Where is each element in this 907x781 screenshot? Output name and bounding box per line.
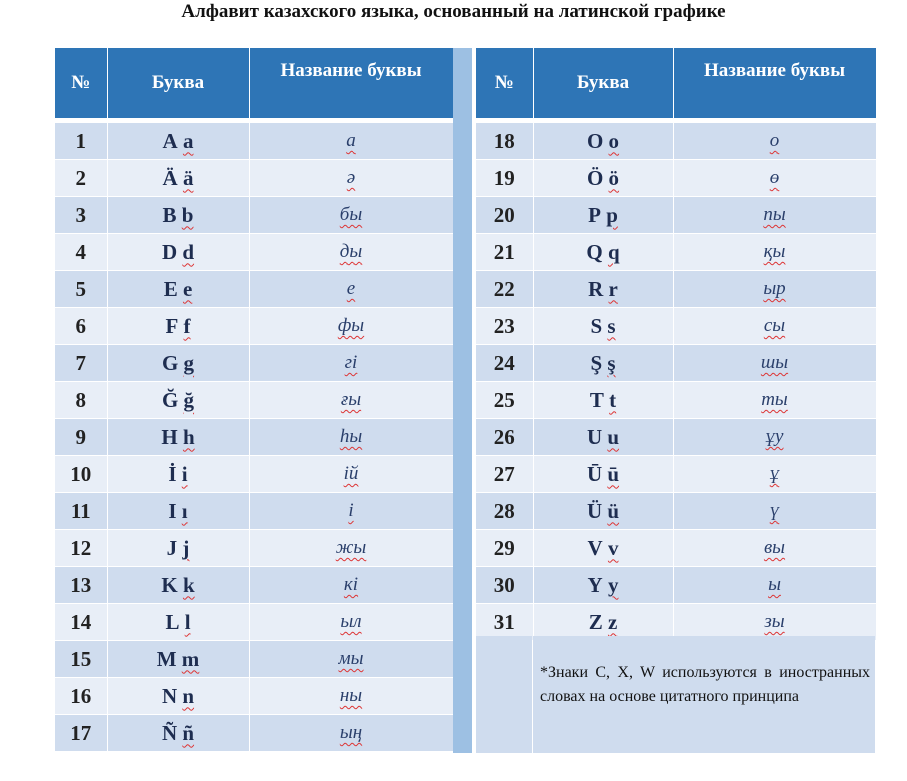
letter-number: 5 xyxy=(55,271,107,308)
table-row xyxy=(55,234,453,271)
letter-name-cell xyxy=(249,234,453,271)
letter-number: 15 xyxy=(55,641,107,678)
letter-cell xyxy=(107,604,249,641)
letter-name-cell xyxy=(249,123,453,160)
letter-cell xyxy=(533,382,673,419)
table-row xyxy=(55,715,453,752)
letter-number: 9 xyxy=(55,419,107,456)
lowercase-letter: o xyxy=(608,128,620,153)
letter-cell xyxy=(107,382,249,419)
lowercase-letter: p xyxy=(606,202,618,227)
letter-name: зы xyxy=(764,611,785,632)
uppercase-letter: N xyxy=(161,683,178,708)
table-row xyxy=(55,604,453,641)
uppercase-letter: K xyxy=(161,572,178,597)
uppercase-letter: Ñ xyxy=(161,720,178,745)
letter-name: фы xyxy=(337,315,365,336)
letter-name: ү xyxy=(769,500,780,521)
letter-name-cell xyxy=(249,715,453,752)
uppercase-letter: Ö xyxy=(586,165,604,190)
lowercase-letter: ü xyxy=(607,498,620,523)
letter-name-cell xyxy=(673,382,876,419)
uppercase-letter: H xyxy=(161,424,178,449)
letter-number: 13 xyxy=(55,567,107,604)
letter-number: 29 xyxy=(476,530,533,567)
letter-name: пы xyxy=(763,204,786,225)
letter-cell xyxy=(107,308,249,345)
uppercase-letter: Z xyxy=(588,609,603,634)
letter-number: 8 xyxy=(55,382,107,419)
letter-cell xyxy=(533,345,673,382)
table-row xyxy=(476,160,876,197)
letter-name: ій xyxy=(343,463,359,484)
letter-number: 30 xyxy=(476,567,533,604)
letter-cell xyxy=(533,123,673,160)
lowercase-letter: i xyxy=(181,461,188,486)
letter-cell xyxy=(533,419,673,456)
letter-cell xyxy=(533,456,673,493)
letter-name-cell xyxy=(249,604,453,641)
letter-number: 2 xyxy=(55,160,107,197)
lowercase-letter: g xyxy=(183,350,195,375)
letter-cell xyxy=(107,715,249,752)
uppercase-letter: E xyxy=(163,276,178,301)
uppercase-letter: Ū xyxy=(586,461,603,486)
letter-name-cell xyxy=(249,419,453,456)
letter-name: е xyxy=(346,278,356,299)
table-row xyxy=(55,456,453,493)
table-row xyxy=(476,345,876,382)
lowercase-letter: ı xyxy=(181,498,188,523)
letter-name-cell xyxy=(673,308,876,345)
letter-name-cell xyxy=(249,456,453,493)
page-title: Алфавит казахского языка, основанный на латинской графике xyxy=(181,1,726,22)
letter-name-cell xyxy=(673,234,876,271)
letter-number: 10 xyxy=(55,456,107,493)
note-spacer xyxy=(476,636,532,753)
letter-cell xyxy=(533,604,673,641)
table-row xyxy=(476,530,876,567)
letter-number: 7 xyxy=(55,345,107,382)
letter-cell xyxy=(107,641,249,678)
lowercase-letter: v xyxy=(607,535,619,560)
table-divider xyxy=(453,48,472,753)
letter-cell xyxy=(107,493,249,530)
table-row xyxy=(476,419,876,456)
uppercase-letter: V xyxy=(587,535,603,560)
letter-name-cell xyxy=(673,123,876,160)
letter-number: 1 xyxy=(55,123,107,160)
letter-name: сы xyxy=(763,315,786,336)
table-row xyxy=(476,382,876,419)
letter-cell xyxy=(107,123,249,160)
letter-name: ты xyxy=(761,389,788,410)
letter-number: 12 xyxy=(55,530,107,567)
letter-cell xyxy=(107,530,249,567)
table-row xyxy=(55,530,453,567)
letter-name: қы xyxy=(763,241,786,262)
uppercase-letter: D xyxy=(161,239,178,264)
lowercase-letter: l xyxy=(184,609,191,634)
table-row xyxy=(55,382,453,419)
letter-number: 19 xyxy=(476,160,533,197)
letter-cell xyxy=(533,160,673,197)
letter-name: ың xyxy=(339,722,363,743)
letter-name-cell xyxy=(673,530,876,567)
header-letter: Буква xyxy=(107,48,249,118)
uppercase-letter: A xyxy=(162,128,178,153)
letter-name-cell xyxy=(673,271,876,308)
letter-name: кі xyxy=(343,574,359,595)
letter-name-cell xyxy=(249,493,453,530)
uppercase-letter: U xyxy=(586,424,603,449)
lowercase-letter: z xyxy=(607,609,618,634)
letter-name-cell xyxy=(249,530,453,567)
letter-name: вы xyxy=(763,537,786,558)
lowercase-letter: h xyxy=(182,424,195,449)
letter-cell xyxy=(107,234,249,271)
uppercase-letter: S xyxy=(590,313,603,338)
table-row xyxy=(55,345,453,382)
letter-name: а xyxy=(346,130,356,151)
lowercase-letter: ñ xyxy=(182,720,195,745)
letter-name-cell xyxy=(249,641,453,678)
letter-number: 25 xyxy=(476,382,533,419)
letter-cell xyxy=(107,567,249,604)
uppercase-letter: M xyxy=(156,646,177,671)
uppercase-letter: I xyxy=(168,498,177,523)
lowercase-letter: u xyxy=(607,424,620,449)
letter-cell xyxy=(533,271,673,308)
letter-number: 3 xyxy=(55,197,107,234)
table-row xyxy=(55,493,453,530)
uppercase-letter: R xyxy=(588,276,604,301)
table-row xyxy=(476,123,876,160)
table-row xyxy=(55,641,453,678)
letter-name-cell xyxy=(673,493,876,530)
table-row xyxy=(55,160,453,197)
letter-cell xyxy=(107,419,249,456)
letter-name: о xyxy=(769,130,780,151)
letter-name-cell xyxy=(673,419,876,456)
letter-number: 28 xyxy=(476,493,533,530)
letter-number: 14 xyxy=(55,604,107,641)
header-number: № xyxy=(55,48,107,118)
lowercase-letter: a xyxy=(182,128,194,153)
letter-name: ыл xyxy=(340,611,362,632)
lowercase-letter: b xyxy=(181,202,194,227)
letter-name-cell xyxy=(673,345,876,382)
uppercase-letter: Ş xyxy=(590,350,603,375)
letter-number: 18 xyxy=(476,123,533,160)
letter-name: гі xyxy=(344,352,358,373)
letter-name-cell xyxy=(673,456,876,493)
letter-name: ә xyxy=(346,167,356,188)
lowercase-letter: m xyxy=(181,646,200,671)
letter-number: 6 xyxy=(55,308,107,345)
table-row xyxy=(476,604,876,641)
letter-name-cell xyxy=(249,567,453,604)
letter-name: ғы xyxy=(340,389,362,410)
header-name: Название буквы xyxy=(673,48,876,118)
letter-name: ы xyxy=(768,574,781,595)
letter-cell xyxy=(107,197,249,234)
table-row xyxy=(55,308,453,345)
letter-cell xyxy=(533,567,673,604)
letter-cell xyxy=(107,456,249,493)
letter-name: ны xyxy=(339,685,363,706)
letter-cell xyxy=(533,493,673,530)
letter-name: бы xyxy=(339,204,363,225)
letter-name-cell xyxy=(249,308,453,345)
lowercase-letter: q xyxy=(607,239,620,264)
letter-name: ыр xyxy=(763,278,786,299)
lowercase-letter: ö xyxy=(608,165,620,190)
header-letter: Буква xyxy=(533,48,673,118)
letter-cell xyxy=(107,271,249,308)
uppercase-letter: G xyxy=(161,350,179,375)
uppercase-letter: F xyxy=(165,313,179,338)
header-number: № xyxy=(476,48,533,118)
letter-name: ұ xyxy=(769,463,780,484)
letter-name: ө xyxy=(769,167,780,188)
letter-name: ұу xyxy=(765,426,784,447)
table-row xyxy=(476,308,876,345)
uppercase-letter: L xyxy=(165,609,180,634)
alphabet-table-left xyxy=(55,48,454,751)
letter-name: һы xyxy=(339,426,363,447)
letter-number: 17 xyxy=(55,715,107,752)
letter-name: мы xyxy=(338,648,364,669)
letter-name-cell xyxy=(249,382,453,419)
letter-cell xyxy=(107,678,249,715)
letter-name: і xyxy=(348,500,354,521)
letter-name-cell xyxy=(673,160,876,197)
lowercase-letter: r xyxy=(608,276,618,301)
letter-number: 26 xyxy=(476,419,533,456)
table-row xyxy=(55,271,453,308)
letter-name: жы xyxy=(335,537,367,558)
letter-name-cell xyxy=(249,678,453,715)
lowercase-letter: ū xyxy=(607,461,620,486)
letter-cell xyxy=(533,308,673,345)
uppercase-letter: O xyxy=(586,128,604,153)
letter-number: 11 xyxy=(55,493,107,530)
letter-cell xyxy=(533,530,673,567)
lowercase-letter: t xyxy=(609,387,617,412)
letter-number: 21 xyxy=(476,234,533,271)
lowercase-letter: s xyxy=(607,313,616,338)
footnote: *Знаки C, X, W используются в иностранных словах на основе цитатного принципа xyxy=(540,664,870,705)
letter-name-cell xyxy=(249,160,453,197)
lowercase-letter: j xyxy=(182,535,190,560)
table-row xyxy=(476,456,876,493)
lowercase-letter: k xyxy=(182,572,195,597)
uppercase-letter: İ xyxy=(168,461,177,486)
table-row xyxy=(55,419,453,456)
table-row xyxy=(476,567,876,604)
header-name: Название буквы xyxy=(249,48,453,118)
letter-cell xyxy=(107,345,249,382)
letter-number: 31 xyxy=(476,604,533,641)
lowercase-letter: y xyxy=(607,572,619,597)
table-row xyxy=(55,197,453,234)
letter-name-cell xyxy=(673,567,876,604)
uppercase-letter: P xyxy=(588,202,601,227)
table-row xyxy=(55,567,453,604)
table-row xyxy=(476,271,876,308)
lowercase-letter: ş xyxy=(607,350,616,375)
letter-number: 27 xyxy=(476,456,533,493)
letter-name-cell xyxy=(673,604,876,641)
letter-number: 16 xyxy=(55,678,107,715)
uppercase-letter: B xyxy=(162,202,177,227)
letter-number: 22 xyxy=(476,271,533,308)
lowercase-letter: d xyxy=(182,239,195,264)
uppercase-letter: Ü xyxy=(586,498,603,523)
letter-cell xyxy=(107,160,249,197)
uppercase-letter: J xyxy=(166,535,178,560)
letter-number: 24 xyxy=(476,345,533,382)
letter-name-cell xyxy=(249,271,453,308)
table-row xyxy=(476,197,876,234)
lowercase-letter: n xyxy=(182,683,195,708)
uppercase-letter: T xyxy=(589,387,604,412)
letter-name: шы xyxy=(760,352,789,373)
letter-name-cell xyxy=(249,345,453,382)
table-row xyxy=(476,493,876,530)
table-row xyxy=(476,234,876,271)
alphabet-table-right xyxy=(476,48,877,640)
uppercase-letter: Q xyxy=(586,239,603,264)
letter-number: 4 xyxy=(55,234,107,271)
letter-number: 23 xyxy=(476,308,533,345)
letter-name: ды xyxy=(339,241,363,262)
letter-name-cell xyxy=(249,197,453,234)
lowercase-letter: ğ xyxy=(183,387,195,412)
table-row xyxy=(55,678,453,715)
letter-number: 20 xyxy=(476,197,533,234)
lowercase-letter: ä xyxy=(182,165,194,190)
letter-name-cell xyxy=(673,197,876,234)
uppercase-letter: Ğ xyxy=(161,387,179,412)
uppercase-letter: Ä xyxy=(162,165,178,190)
table-row xyxy=(55,123,453,160)
uppercase-letter: Y xyxy=(587,572,603,597)
letter-cell xyxy=(533,197,673,234)
lowercase-letter: e xyxy=(182,276,193,301)
lowercase-letter: f xyxy=(183,313,191,338)
letter-cell xyxy=(533,234,673,271)
